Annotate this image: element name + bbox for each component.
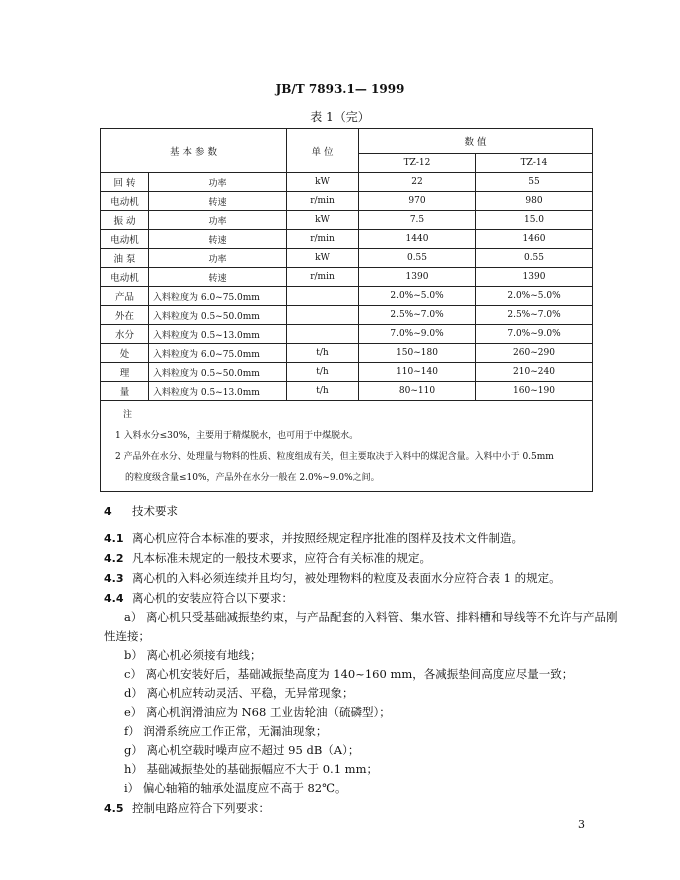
- value-cell: 160~190: [476, 382, 593, 401]
- value-cell: 1440: [359, 230, 476, 249]
- unit-cell: r/min: [287, 230, 359, 249]
- unit-cell: [287, 287, 359, 306]
- group-label: 水分: [101, 325, 149, 344]
- clause-4-5: [104, 800, 270, 816]
- section-title-text: 技术要求: [132, 504, 178, 518]
- clause-number: 4.2: [104, 552, 124, 565]
- param-cell: 入料粒度为 0.5~13.0mm: [149, 325, 287, 344]
- value-cell: 0.55: [476, 249, 593, 268]
- value-cell: 970: [359, 192, 476, 211]
- unit-cell: kW: [287, 173, 359, 192]
- value-cell: 110~140: [359, 363, 476, 382]
- value-cell: 150~180: [359, 344, 476, 363]
- note-2-cont: 的粒度级含量≤10%，产品外在水分一般在 2.0%~9.0%之间。: [125, 473, 380, 483]
- unit-cell: t/h: [287, 344, 359, 363]
- group-label: 理: [101, 363, 149, 382]
- group-label: 油 泵: [101, 249, 149, 268]
- list-item: d） 离心机应转动灵活、平稳，无异常现象；: [124, 686, 354, 700]
- list-item: e） 离心机润滑油应为 N68 工业齿轮油（硫磷型）；: [124, 705, 391, 719]
- group-label: 电动机: [101, 230, 149, 249]
- list-item: h） 基础减振垫处的基础振幅应不大于 0.1 mm；: [124, 762, 378, 776]
- clause-number: 4.4: [104, 592, 124, 605]
- value-cell: 7.0%~9.0%: [476, 325, 593, 344]
- list-item: i） 偏心轴箱的轴承处温度应不高于 82℃。: [124, 781, 347, 795]
- header-unit: 单 位: [287, 129, 359, 173]
- unit-cell: r/min: [287, 268, 359, 287]
- header-model-2: TZ-14: [476, 154, 593, 173]
- group-label: 处: [101, 344, 149, 363]
- unit-cell: t/h: [287, 363, 359, 382]
- value-cell: 55: [476, 173, 593, 192]
- unit-cell: kW: [287, 211, 359, 230]
- value-cell: 980: [476, 192, 593, 211]
- header-values: 数 值: [359, 129, 593, 154]
- value-cell: 210~240: [476, 363, 593, 382]
- param-cell: 转速: [149, 192, 287, 211]
- param-cell: 功率: [149, 211, 287, 230]
- value-cell: 7.0%~9.0%: [359, 325, 476, 344]
- unit-cell: [287, 325, 359, 344]
- clause-text: 凡本标准未规定的一般技术要求，应符合有关标准的规定。: [132, 551, 431, 565]
- clause-4-4: [104, 590, 293, 606]
- note-1: 1 入料水分≤30%，主要用于精煤脱水，也可用于中煤脱水。: [115, 431, 359, 441]
- group-label: 量: [101, 382, 149, 401]
- param-cell: 功率: [149, 249, 287, 268]
- value-cell: 2.5%~7.0%: [359, 306, 476, 325]
- value-cell: 1390: [476, 268, 593, 287]
- clause-text: 离心机的安装应符合以下要求：: [132, 591, 293, 605]
- value-cell: 0.55: [359, 249, 476, 268]
- section-title: [104, 503, 178, 519]
- unit-cell: r/min: [287, 192, 359, 211]
- list-item: a） 离心机只受基础减振垫约束，与产品配套的入料管、集水管、排料槽和导线等不允许与产品刚: [124, 610, 618, 624]
- header-model-1: TZ-12: [359, 154, 476, 173]
- value-cell: 80~110: [359, 382, 476, 401]
- clause-number: 4.3: [104, 572, 124, 585]
- unit-cell: [287, 306, 359, 325]
- value-cell: 15.0: [476, 211, 593, 230]
- section-number: 4: [104, 505, 112, 518]
- group-label: 电动机: [101, 268, 149, 287]
- group-label: 产品: [101, 287, 149, 306]
- param-cell: 转速: [149, 268, 287, 287]
- table-notes: [101, 401, 593, 492]
- value-cell: 2.0%~5.0%: [476, 287, 593, 306]
- unit-cell: t/h: [287, 382, 359, 401]
- value-cell: 1460: [476, 230, 593, 249]
- page-number: 3: [578, 818, 585, 831]
- group-label: 外在: [101, 306, 149, 325]
- value-cell: 2.0%~5.0%: [359, 287, 476, 306]
- param-cell: 入料粒度为 0.5~13.0mm: [149, 382, 287, 401]
- clause-4-2: [104, 550, 431, 566]
- clause-4-3: [104, 570, 561, 586]
- value-cell: 2.5%~7.0%: [476, 306, 593, 325]
- list-item: f） 润滑系统应工作正常，无漏油现象；: [124, 724, 328, 738]
- table-caption: 表 1（完）: [310, 110, 370, 124]
- value-cell: 1390: [359, 268, 476, 287]
- clause-text: 离心机的入料必须连续并且均匀，被处理物料的粒度及表面水分应符合表 1 的规定。: [132, 571, 561, 585]
- clause-number: 4.1: [104, 532, 124, 545]
- list-item-cont: 性连接；: [104, 629, 150, 643]
- standard-code: JB/T 7893.1— 1999: [275, 82, 405, 96]
- group-label: 回 转: [101, 173, 149, 192]
- note-2: 2 产品外在水分、处理量与物料的性质、粒度组成有关，但主要取决于入料中的煤泥含量。入料中小于 0.5mm: [115, 452, 554, 462]
- list-item: c） 离心机安装好后，基础减振垫高度为 140~160 mm，各减振垫间高度应尽量一致；: [124, 667, 574, 681]
- param-cell: 功率: [149, 173, 287, 192]
- value-cell: 22: [359, 173, 476, 192]
- notes-title: 注: [123, 410, 133, 420]
- param-cell: 入料粒度为 6.0~75.0mm: [149, 344, 287, 363]
- param-cell: 入料粒度为 6.0~75.0mm: [149, 287, 287, 306]
- clause-number: 4.5: [104, 802, 124, 815]
- clause-4-1: [104, 530, 523, 546]
- list-item: g） 离心机空载时噪声应不超过 95 dB（A）；: [124, 743, 360, 757]
- list-item: b） 离心机必须接有地线；: [124, 648, 262, 662]
- param-cell: 转速: [149, 230, 287, 249]
- group-label: 电动机: [101, 192, 149, 211]
- param-cell: 入料粒度为 0.5~50.0mm: [149, 363, 287, 382]
- value-cell: 7.5: [359, 211, 476, 230]
- group-label: 振 动: [101, 211, 149, 230]
- param-cell: 入料粒度为 0.5~50.0mm: [149, 306, 287, 325]
- clause-text: 离心机应符合本标准的要求，并按照经规定程序批准的图样及技术文件制造。: [132, 531, 523, 545]
- parameter-table: [100, 128, 593, 492]
- unit-cell: kW: [287, 249, 359, 268]
- clause-text: 控制电路应符合下列要求：: [132, 801, 270, 815]
- value-cell: 260~290: [476, 344, 593, 363]
- header-basic-params: 基 本 参 数: [101, 129, 287, 173]
